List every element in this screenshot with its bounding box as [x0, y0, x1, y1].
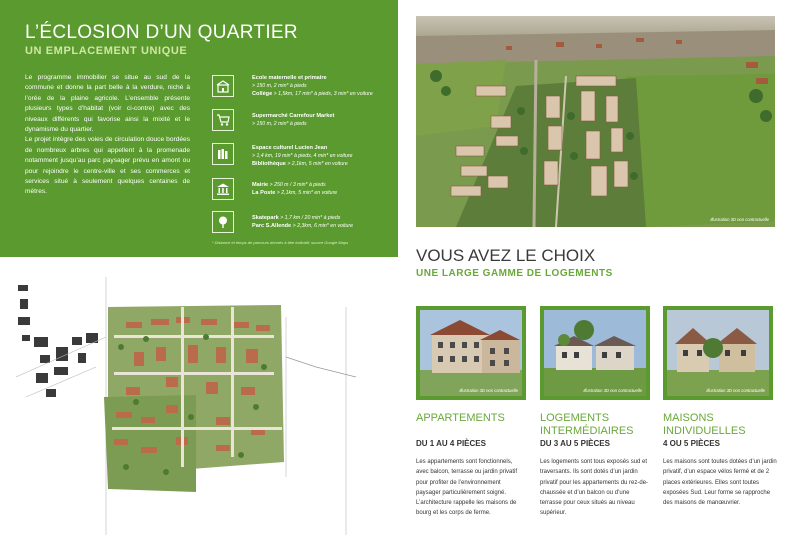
service-detail: > 150 m, 2 min* à pieds — [252, 83, 307, 89]
service-detail: > 2,1km, 5 min* en voiture — [275, 190, 338, 196]
card-title-line: APPARTEMENTS — [416, 412, 505, 424]
service-name: Mairie — [252, 182, 269, 188]
page-subtitle: UN EMPLACEMENT UNIQUE — [25, 45, 188, 57]
service-name: Collège — [252, 91, 273, 97]
intro-text — [25, 73, 190, 198]
service-name: Espace culturel Lucien Jean — [252, 145, 328, 151]
service-name: La Poste — [252, 190, 276, 196]
card-title-line: MAISONS — [663, 412, 714, 424]
service-supermarket — [252, 112, 392, 128]
service-detail: > 250 m / 3 min* à pieds — [268, 182, 326, 188]
card-description: Les appartements sont fonctionnels, avec balcon, terrasse ou jardin privatif pour profiter de l’environnement paysager particulièrement soigné. L’architecture rappelle les maisons de bourg et les corps de ferme. — [416, 459, 518, 517]
card-range: DU 1 AU 4 PIÈCES — [416, 439, 486, 448]
card-range: 4 OU 5 PIÈCES — [663, 439, 720, 448]
card-range: DU 3 AU 5 PIÈCES — [540, 439, 610, 448]
service-name: Parc S.Allende — [252, 223, 292, 229]
card-title-line: INTERMÉDIAIRES — [540, 424, 634, 437]
shopping-cart-icon — [212, 109, 234, 131]
card-description: Les logements sont tous exposés sud et traversants. Ils sont dotés d’un jardin privatif pour les appartements du rez-de-chaussée et d’un balcon ou d’une terrasse pour ceux situés au niveau supérieur. — [540, 459, 649, 517]
apartments-image — [416, 306, 526, 400]
service-detail: > 2,3km, 6 min* en voiture — [291, 223, 354, 229]
service-name: Supermarché Carrefour Market — [252, 113, 335, 119]
intro-paragraph: Le programme immobilier se situe au sud de la commune et donne la part belle à la verdure, niché à l’orée de la plaine agricole. L’ensemble présente plusieurs types d’habitat (voir ci-contre) avec des niveaux différents qui favorise ainsi la mixité et le dynamisme du quartier. — [25, 74, 190, 134]
service-mairie — [252, 181, 392, 197]
school-icon — [212, 75, 234, 97]
service-school — [252, 74, 392, 98]
service-detail: > 1,7 km / 20 min* à pieds — [278, 215, 341, 221]
aerial-caption: Illustration 3D non contractuelle — [710, 217, 769, 222]
intermediate-housing-image — [540, 306, 650, 400]
town-hall-icon — [212, 178, 234, 200]
service-name: Skatepark — [252, 215, 279, 221]
choice-title: VOUS AVEZ LE CHOIX — [416, 246, 596, 265]
site-plan-image — [16, 277, 361, 535]
service-detail: > 150 m, 2 min* à pieds — [252, 121, 307, 127]
service-name: Ecole maternelle et primaire — [252, 75, 327, 81]
service-skatepark — [252, 214, 392, 230]
service-culture — [252, 144, 392, 168]
service-detail: > 1,4 km, 19 min* à pieds, 4 min* en voiture — [252, 153, 353, 159]
distance-footnote: * Distance et temps de parcours donnés à titre indicatif, source Google Maps — [212, 240, 349, 245]
image-caption: Illustration 3D non contractuelle — [459, 388, 518, 393]
page-title: L’ÉCLOSION D’UN QUARTIER — [25, 22, 298, 43]
card-title-line: LOGEMENTS — [540, 412, 610, 424]
image-caption: Illustration 3D non contractuelle — [706, 388, 765, 393]
houses-image — [663, 306, 773, 400]
card-title-apartments — [416, 412, 505, 425]
card-description: Les maisons sont toutes dotées d’un jardin privatif, d’un espace vélos fermé et de 2 places extérieures. Elles sont toutes exposées Sud. Leur forme se rapproche des maisons de manœuvrier. — [663, 459, 777, 507]
service-detail: > 2,1km, 5 min* en voiture — [285, 161, 348, 167]
card-title-intermediate — [540, 412, 634, 437]
aerial-view-image — [416, 16, 775, 227]
image-caption: Illustration 3D non contractuelle — [583, 388, 642, 393]
books-icon — [212, 143, 234, 165]
tree-icon — [212, 211, 234, 233]
service-detail: > 1,5km, 17 min* à pieds, 3 min* en voiture — [272, 91, 373, 97]
service-name: Bibliothèque — [252, 161, 286, 167]
card-title-houses — [663, 412, 746, 437]
choice-subtitle: UNE LARGE GAMME DE LOGEMENTS — [416, 268, 613, 279]
intro-paragraph: Le projet intègre des voies de circulation douce bordées de nombreux arbres qui appellent à la promenade notamment jusqu’au parc paysager prévu en amont ou pour rejoindre le centre-ville et ses commerces et services situé à seulement quelques centaines de mètres. — [25, 136, 190, 196]
card-title-line: INDIVIDUELLES — [663, 424, 746, 437]
